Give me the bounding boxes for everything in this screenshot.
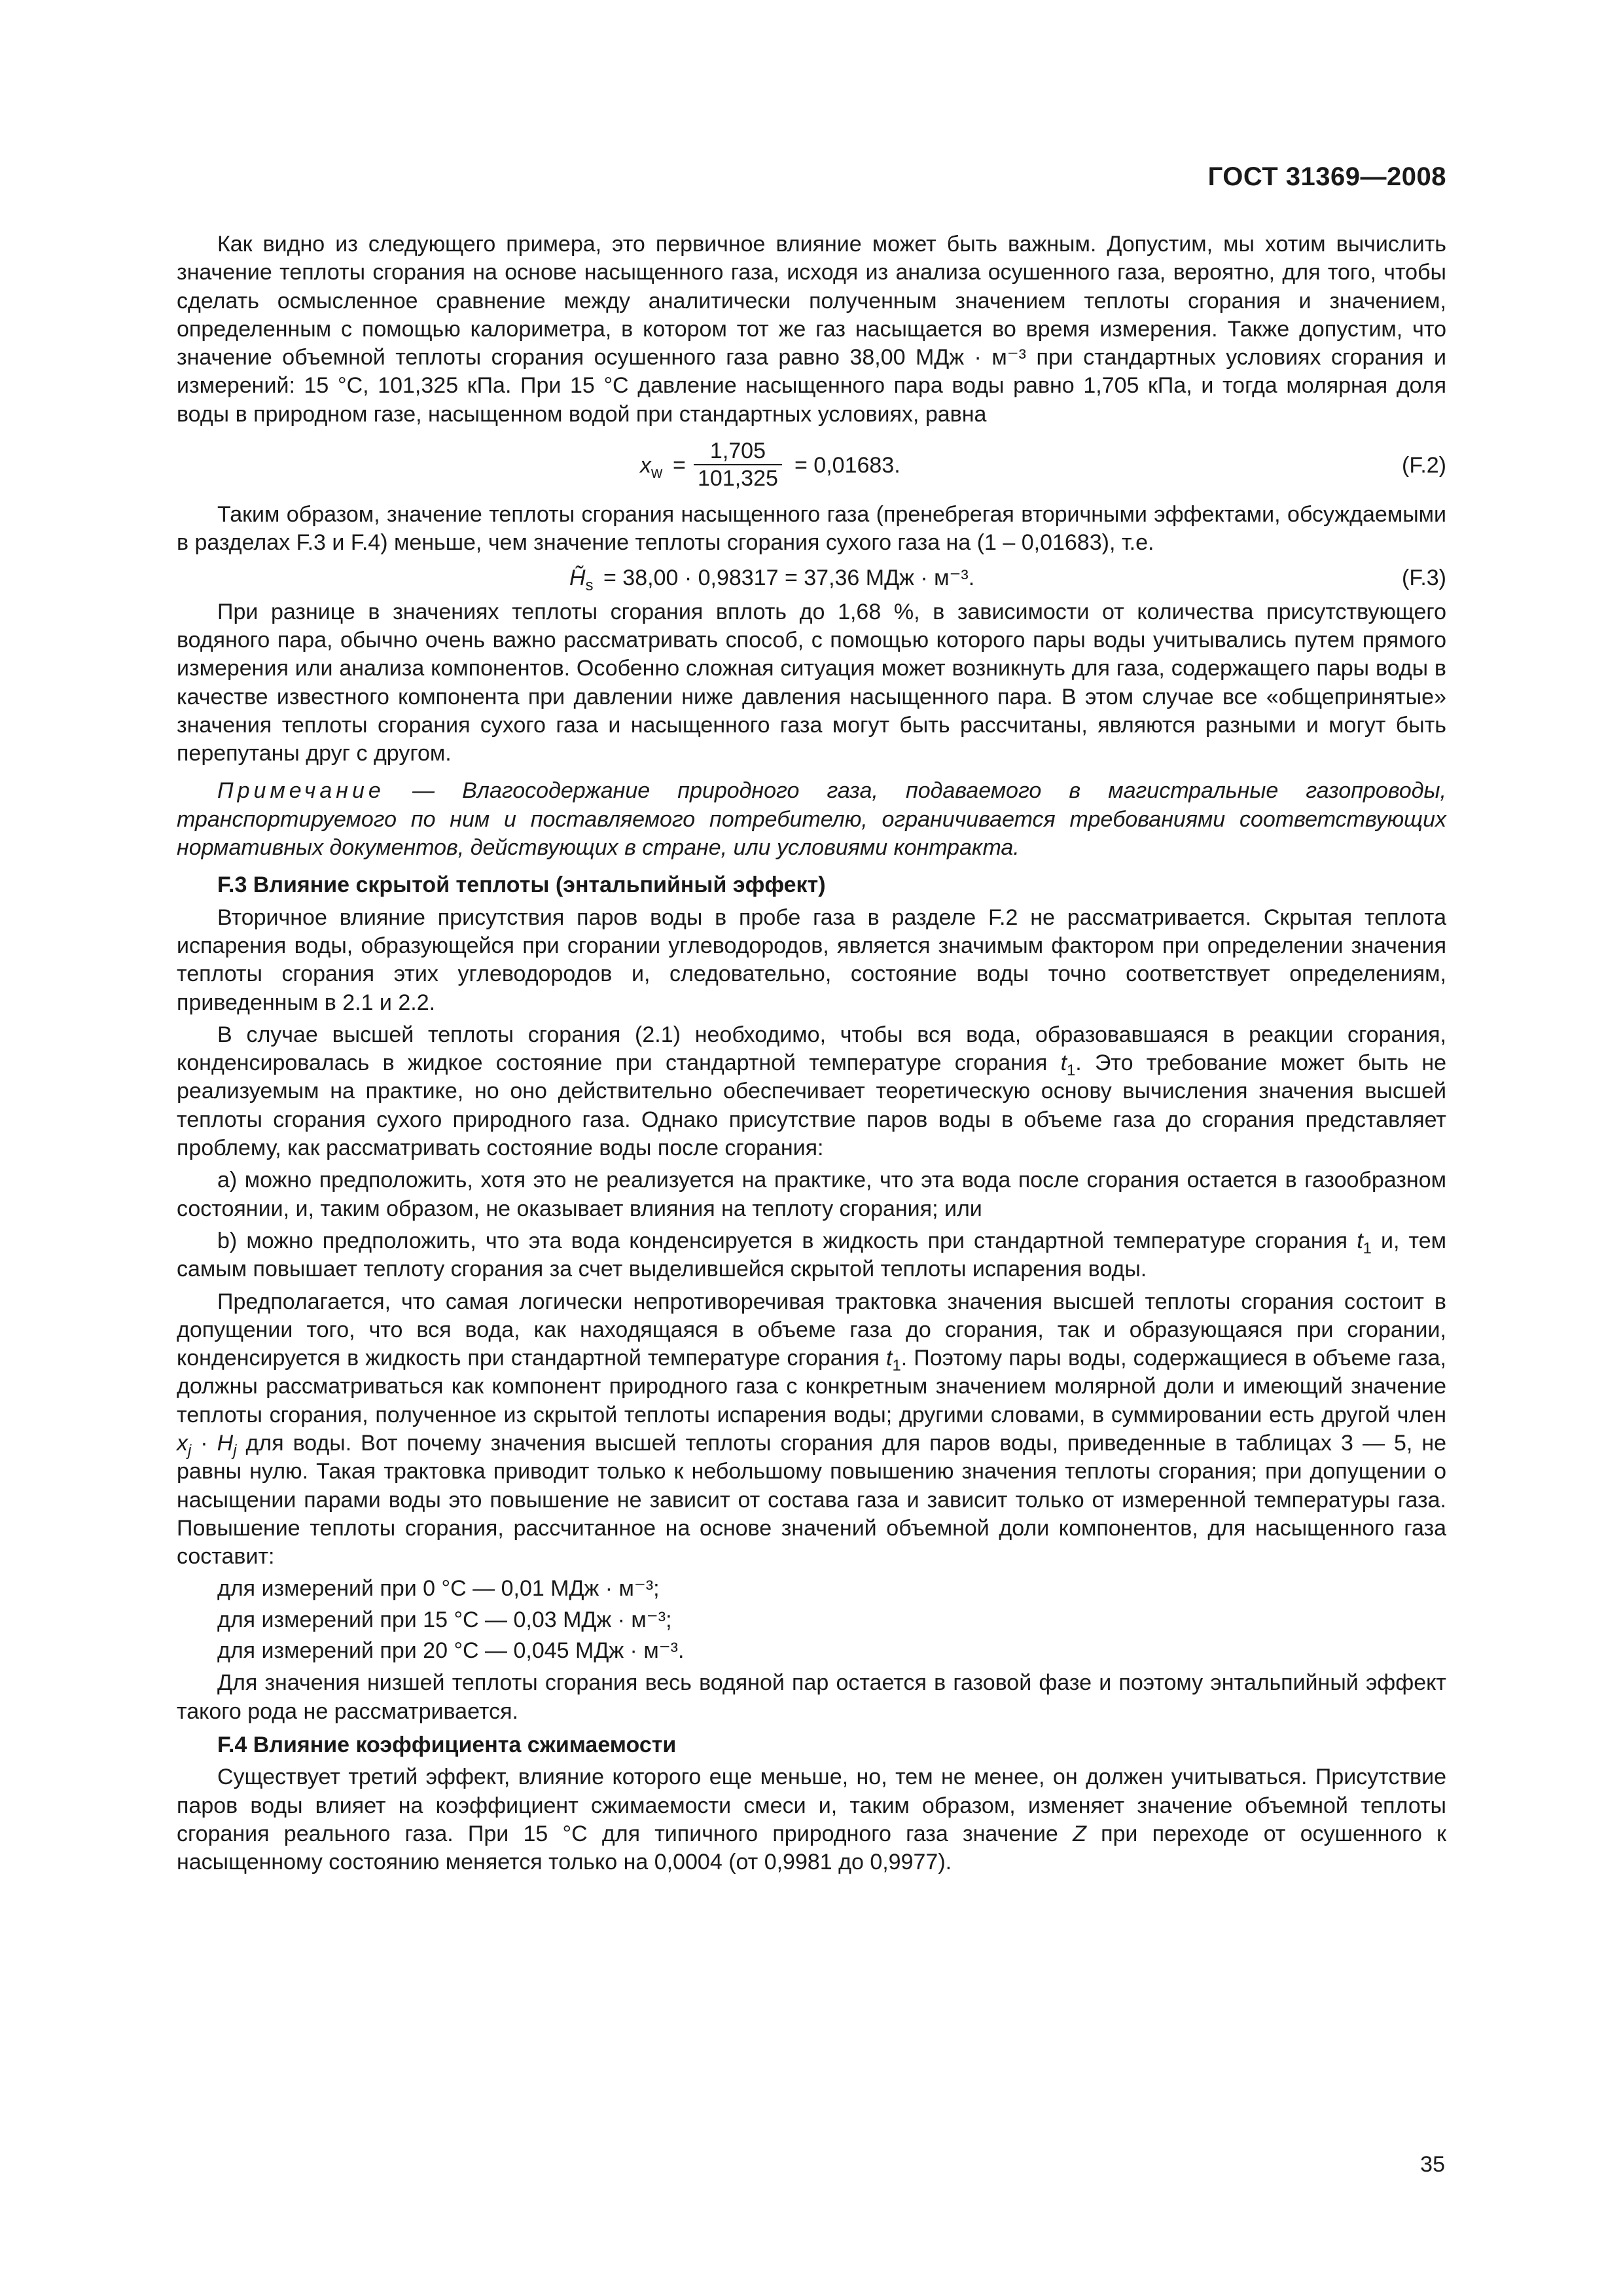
- formula-f3-expression: = 38,00 · 0,98317 = 37,36 МДж · м⁻³.: [603, 565, 975, 590]
- note-label: Примечание: [217, 778, 385, 804]
- paragraph-f3-higher: В случае высшей теплоты сгорания (2.1) необходимо, чтобы вся вода, образовавшаяся в реакции сгорания, конденсировалась в жидкое состояние при стандартной температуре сгорания $t_1$. Это требование может быть не реализуемым на практике, но оно действительно обеспечивает теоретическую основу вычисления значения высшей теплоты сгорания сухого природного газа. Однако присутствие паров воды в объеме газа до сгорания представляет проблему, как рассматривать состояние воды после сгорания:: [177, 1022, 1447, 1161]
- formula-f2-number: (F.2): [1402, 453, 1446, 478]
- list-item-b: b) можно предположить, что эта вода конденсируется в жидкость при стандартной температуре сгорания $t_1$ и, тем самым повышает теплоту сгорания за счет выделившейся скрытой теплоты испарения воды.: [177, 1228, 1446, 1282]
- heading-f4: F.4 Влияние коэффициента сжимаемости: [217, 1732, 677, 1757]
- formula-f2-equals: =: [673, 453, 686, 478]
- paragraph-f4-compressibility: Существует третий эффект, влияние которого еще меньше, но, тем не менее, он должен учитываться. Присутствие паров воды влияет на коэффициент сжимаемости смеси и, таким образом, изменяет значение объемной теплоты сгорания реального газа. При 15 °С для типичного природного газа значение Z при переходе от осушенного к насыщенному состоянию меняется только на 0,0004 (от 0,9981 до 0,9977).: [177, 1765, 1446, 1875]
- list-item-a: a) можно предположить, хотя это не реализуется на практике, что эта вода после сгорания остается в газообразном состоянии, и, таким образом, не оказывает влияния на теплоту сгорания; или: [177, 1168, 1446, 1221]
- increase-list-item-20c: для измерений при 20 °С — 0,045 МДж · м⁻³.: [217, 1638, 685, 1664]
- formula-f2: [177, 429, 1446, 501]
- standard-code: ГОСТ 31369—2008: [1207, 162, 1446, 191]
- formula-f2-fraction: [694, 438, 782, 492]
- paragraph-intro: Как видно из следующего примера, это первичное влияние может быть важным. Допустим, мы хотим вычислить значение теплоты сгорания на основе насыщенного газа, исходя из анализа осушенного газа, вероятно, для того, чтобы сделать осмысленное сравнение между аналитически полученным значением теплоты сгорания и значением, определенным с помощью калориметра, в котором тот же газ насыщается во время измерения. Также допустим, что значение объемной теплоты сгорания осушенного газа равно 38,00 МДж · м⁻³ при стандартных условиях сгорания и измерений: 15 °С, 101,325 кПа. При 15 °С давление насыщенного пара воды равно 1,705 кПа, и тогда молярная доля воды в природном газе, насыщенном водой при стандартных условиях, равна: [177, 232, 1446, 427]
- formula-f3-lhs: $H̃_s$: [569, 565, 594, 594]
- formula-f2-denominator: 101,325: [698, 466, 778, 492]
- paragraph-difference: При разнице в значениях теплоты сгорания вплоть до 1,68 %, в зависимости от количества присутствующего водяного пара, обычно очень важно рассматривать способ, с помощью которого пары воды учитывались путем прямого измерения или анализа компонентов. Особенно сложная ситуация может возникнуть для газа, содержащего пары воды в качестве известного компонента при давлении ниже давления насыщенного пара. В этом случае все «общепринятые» значения теплоты сгорания сухого газа и насыщенного газа могут быть рассчитаны, являются разными и могут быть перепутаны друг с другом.: [177, 599, 1446, 766]
- note: [177, 777, 1446, 862]
- paragraph-f3-treatment: Предполагается, что самая логически непротиворечивая трактовка значения высшей теплоты сгорания состоит в допущении того, что вся вода, как находящаяся в объеме газа до сгорания, так и образующаяся при сгорании, конденсируется в жидкость при стандартной температуре сгорания $t_1$. Поэтому пары воды, содержащиеся в объеме газа, должны рассматриваться как компонент природного газа с конкретным значением молярной доли и имеющий значение теплоты сгорания, полученное из скрытой теплоты испарения воды; другими словами, в суммировании есть другой член $x_j \cdot H_j$ для воды. Вот почему значения высшей теплоты сгорания для паров воды, приведенные в таблицах 3 — 5, не равны нулю. Такая трактовка приводит только к небольшому повышению значения теплоты сгорания; при допущении о насыщении парами воды это повышение не зависит от состава газа и зависит только от измеренной температуры газа. Повышение теплоты сгорания, рассчитанное на основе значений объемной доли компонентов, для насыщенного газа составит:: [177, 1289, 1447, 1570]
- paragraph-lower-heat: Для значения низшей теплоты сгорания весь водяной пар остается в газовой фазе и поэтому энтальпийный эффект такого рода не рассматривается.: [177, 1670, 1446, 1724]
- formula-f3: [177, 558, 1446, 598]
- heading-f3: F.3 Влияние скрытой теплоты (энтальпийный эффект): [217, 872, 826, 898]
- formula-f2-result: = 0,01683.: [794, 453, 901, 478]
- increase-list-item-0c: для измерений при 0 °С — 0,01 МДж · м⁻³;: [217, 1576, 660, 1602]
- formula-f2-lhs: $x_w$: [640, 453, 663, 482]
- page-number: 35: [1420, 2152, 1445, 2177]
- note-text: — Влагосодержание природного газа, подаваемого в магистральные газопроводы, транспортируемого по ним и поставляемого потребителю, ограничивается требованиями соответствующих нормативных документов, действующих в стране, или условиями контракта.: [177, 778, 1446, 861]
- formula-f2-numerator: 1,705: [694, 438, 782, 465]
- paragraph-saturated: Таким образом, значение теплоты сгорания насыщенного газа (пренебрегая вторичными эффектами, обсуждаемыми в разделах F.3 и F.4) меньше, чем значение теплоты сгорания сухого газа на (1 – 0,01683), т.е.: [177, 502, 1446, 556]
- document-body: [177, 230, 1446, 1876]
- increase-list-item-15c: для измерений при 15 °С — 0,03 МДж · м⁻³;: [217, 1607, 672, 1632]
- paragraph-f3-intro: Вторичное влияние присутствия паров воды в пробе газа в разделе F.2 не рассматривается. Скрытая теплота испарения воды, образующейся при сгорании углеводородов, является значимым фактором при определении значения теплоты сгорания этих углеводородов и, следовательно, состояние воды точно соответствует определениям, приведенным в 2.1 и 2.2.: [177, 905, 1446, 1015]
- formula-f3-number: (F.3): [1402, 565, 1446, 590]
